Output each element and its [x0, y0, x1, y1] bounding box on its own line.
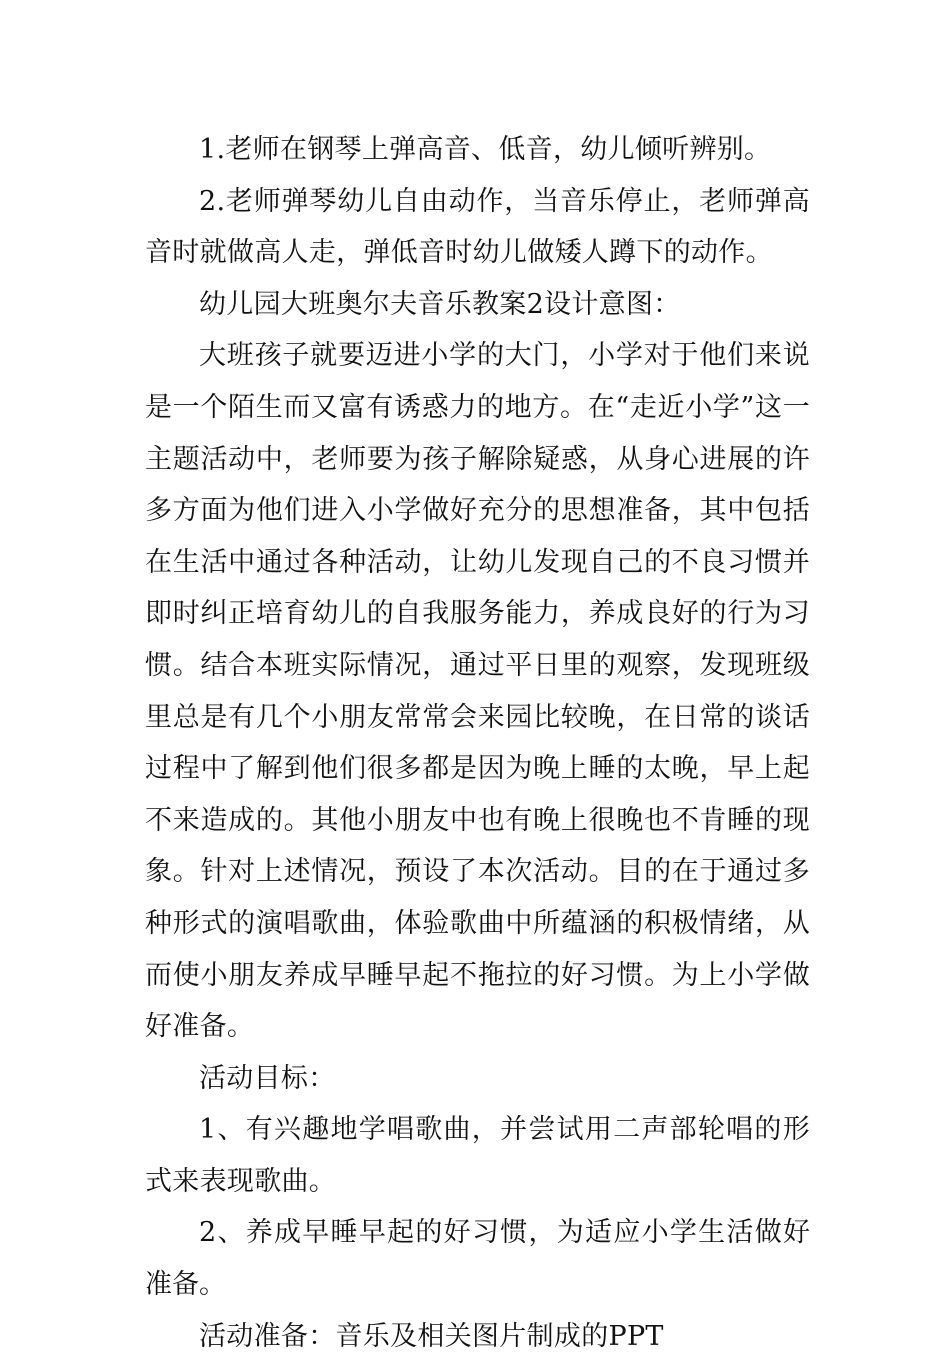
paragraph-activity-goals-heading: 活动目标： [199, 1062, 336, 1094]
paragraph-goal-1: 1、有兴趣地学唱歌曲，并尝试用二声部轮唱的形式来表现歌曲。 [145, 1114, 810, 1197]
paragraph-activity-preparation: 活动准备：音乐及相关图片制成的PPT [199, 1320, 664, 1352]
paragraph-goal-2: 2、养成早睡早起的好习惯，为适应小学生活做好准备。 [145, 1217, 810, 1301]
document-body [145, 124, 810, 1362]
paragraph-design-intent-body: 大班孩子就要迈进小学的大门，小学对于他们来说是一个陌生而又富有诱惑力的地方。在“走近小学”这一主题活动中，老师要为孩子解除疑惑，从身心进展的许多方面为他们进入小学做好充分的思想准备，其中包括在生活中通过各种活动，让幼儿发现自己的不良习惯并即时纠正培育幼儿的自我服务能力，养成良好的行为习惯。结合本班实际情况，通过平日里的观察，发现班级里总是有几个小朋友常常会来园比较晚，在日常的谈话过程中了解到他们很多都是因为晚上睡的太晚，早上起不来造成的。其他小朋友中也有晚上很晚也不肯睡的现象。针对上述情况，预设了本次活动。目的在于通过多种形式的演唱歌曲，体验歌曲中所蕴涵的积极情绪，从而使小朋友养成早睡早起不拖拉的好习惯。为上小学做好准备。 [145, 340, 810, 1043]
paragraph-design-intent-heading: 幼儿园大班奥尔夫音乐教案2设计意图： [199, 288, 681, 320]
paragraph-piano-high-low: 1.老师在钢琴上弹高音、低音，幼儿倾听辨别。 [199, 134, 772, 165]
paragraph-free-movement: 2.老师弹琴幼儿自由动作，当音乐停止，老师弹高音时就做高人走，弹低音时幼儿做矮人蹲下的动作。 [145, 185, 810, 269]
